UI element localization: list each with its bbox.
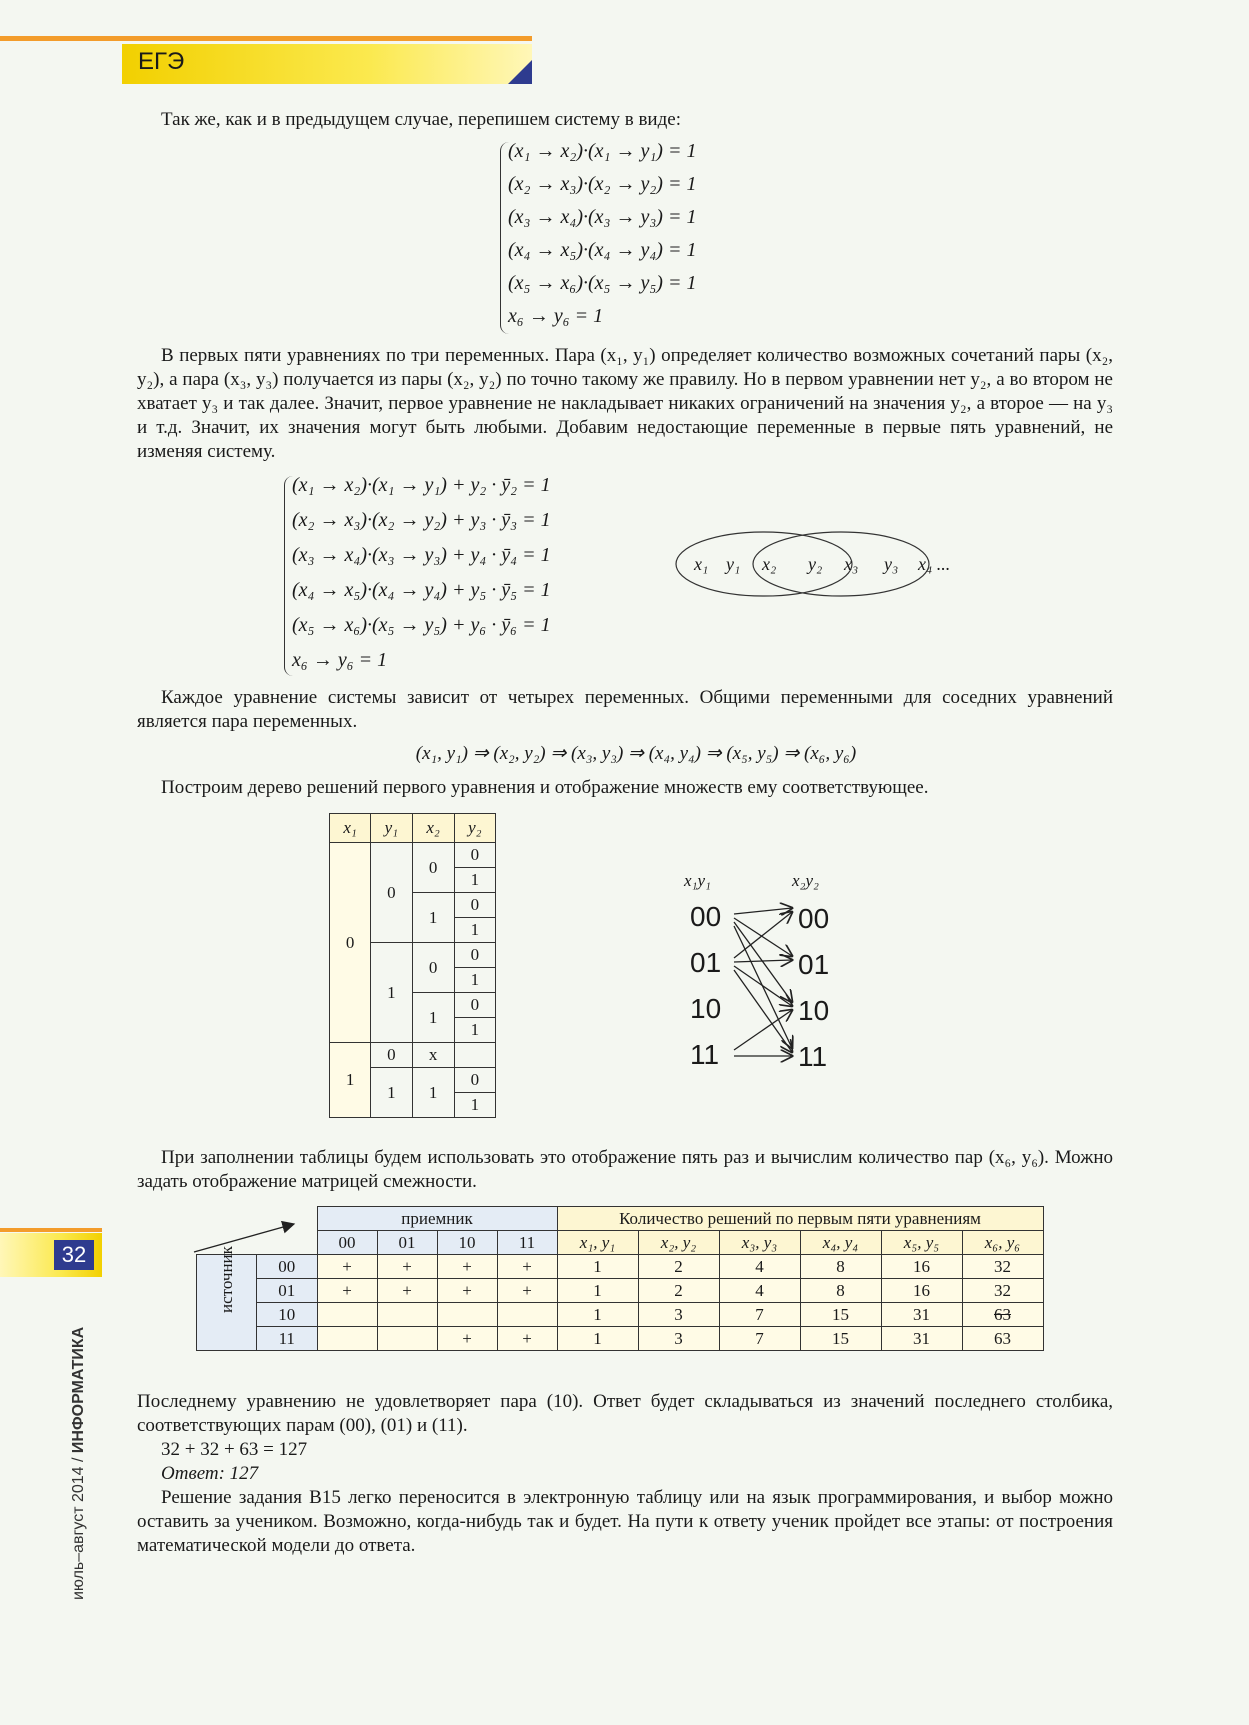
equation-row: (x₄ → x₅)·(x₄ → y₄) = 1 (508, 239, 697, 261)
count-cell-crossed: 63 (962, 1303, 1043, 1327)
tree-cell: 1 (412, 893, 454, 943)
answer-line: Ответ: 127 (161, 1463, 259, 1484)
tree-cell: 1 (454, 1093, 495, 1118)
venn-label: y₂ (808, 554, 823, 574)
count-cell: 15 (800, 1303, 881, 1327)
equation-row: (x₄ → x₅)·(x₄ → y₄) + y₅ · ȳ₅ = 1 (292, 579, 551, 601)
tree-cell: 0 (371, 843, 412, 943)
tree-cell: x (412, 1043, 454, 1068)
tree-cell: 0 (454, 993, 495, 1018)
paragraph-6-text: Решение задания B15 легко переносится в электронную таблицу или на язык программирования, и выбор можно оставить за учеником. Возможно, когда-нибудь так и будет. На пути к ответу ученик пройдет все этапы: от построения математической модели до ответа. (137, 1487, 1113, 1556)
receiver-header: приемник (317, 1207, 557, 1231)
paragraph-4 (137, 1146, 1113, 1194)
adj-mark (497, 1303, 557, 1327)
header-rule (0, 36, 532, 41)
venn-ellipse-right (753, 532, 929, 596)
tree-cell: 0 (412, 943, 454, 993)
mapping-target-node: 01 (798, 949, 830, 980)
tree-cell: 1 (454, 968, 495, 993)
source-row-label: 01 (257, 1279, 318, 1303)
count-cell: 1 (557, 1327, 638, 1351)
source-row-label: 11 (257, 1327, 318, 1351)
equation-system-1 (508, 140, 748, 336)
tree-cell: 1 (330, 1043, 371, 1118)
tree-header-text: x₂ (426, 818, 440, 837)
corner-cell (257, 1231, 318, 1255)
tree-header-text: x₁ (343, 818, 357, 837)
source-row-label: 00 (257, 1255, 318, 1279)
count-cell: 1 (557, 1255, 638, 1279)
mapping-target-node: 00 (798, 903, 830, 934)
mapping-target-node: 11 (798, 1041, 828, 1072)
issue-date: июль–август 2014 / (70, 1453, 87, 1600)
mapping-source-node: 11 (690, 1039, 720, 1070)
equation-row: (x₁ → x₂)·(x₁ → y₁) = 1 (508, 140, 697, 162)
adj-mark (437, 1303, 497, 1327)
adj-mark: + (497, 1255, 557, 1279)
adj-mark: + (497, 1327, 557, 1351)
tree-cell: 1 (454, 868, 495, 893)
adjacency-table (196, 1206, 1044, 1351)
count-cell: 4 (719, 1279, 800, 1303)
count-cell: 8 (800, 1279, 881, 1303)
count-cell: 15 (800, 1327, 881, 1351)
adj-mark (317, 1303, 377, 1327)
source-row-label: 10 (257, 1303, 318, 1327)
adj-mark: + (377, 1255, 437, 1279)
tree-cell: 0 (371, 1043, 412, 1068)
count-col: x₄, y₄ (800, 1231, 881, 1255)
equation-row: x₆ → y₆ = 1 (508, 305, 604, 327)
venn-label: y₁ (726, 554, 741, 574)
adj-mark: + (437, 1327, 497, 1351)
equation-row: (x₃ → x₄)·(x₃ → y₃) + y₄ · ȳ₄ = 1 (292, 544, 551, 566)
tree-cell: 1 (412, 993, 454, 1043)
receiver-col: 00 (317, 1231, 377, 1255)
equation-row: (x₂ → x₃)·(x₂ → y₂) = 1 (508, 173, 697, 195)
adj-mark: + (437, 1279, 497, 1303)
count-cell: 31 (881, 1303, 962, 1327)
equation-system-2 (292, 474, 612, 678)
mapping-arrow (734, 908, 792, 914)
paragraph-1-text: В первых пяти уравнениях по три переменных. Пара (x₁, y₁) определяет количество возможных сочетаний пары (x₂, y₂), а пара (x₃, y₃) получается из пары (x₂, y₂) по точно такому же правилу. Но в первом уравнении нет y₂, а во втором не хватает y₃ и так далее. Значит, первое уравнение не накладывает никаких ограничений на значения y₂, а второе — на y₃ и т.д. Значит, их значения могут быть любыми. Добавим недостающие переменные в первые пять уравнений, не изменяя систему. (137, 345, 1113, 462)
mapping-source-node: 10 (690, 993, 722, 1024)
count-cell: 32 (962, 1255, 1043, 1279)
count-cell: 63 (962, 1327, 1043, 1351)
count-cell: 16 (881, 1279, 962, 1303)
adj-mark: + (497, 1279, 557, 1303)
tree-cell: 0 (454, 893, 495, 918)
pair-chain: (x₁, y₁) ⇒ (x₂, y₂) ⇒ (x₃, y₃) ⇒ (x₄, y₄) ⇒ (x₅, y₅) ⇒ (x₆, y₆) (415, 743, 857, 764)
paragraph-5 (137, 1390, 1113, 1558)
mapping-left-label: x₁y₁ (684, 871, 711, 890)
tree-cell: 0 (330, 843, 371, 1043)
tree-cell: 0 (454, 843, 495, 868)
count-cell: 7 (719, 1327, 800, 1351)
side-rule (0, 1228, 102, 1232)
count-cell: 3 (638, 1327, 719, 1351)
adj-mark: + (317, 1279, 377, 1303)
source-label: источник (216, 1245, 236, 1313)
tree-header (330, 814, 371, 843)
count-col: x₂, y₂ (638, 1231, 719, 1255)
sum-line: 32 + 32 + 63 = 127 (161, 1439, 308, 1460)
count-cell: 2 (638, 1279, 719, 1303)
venn-label: x₄ ... (918, 554, 951, 574)
mapping-source-node: 00 (690, 901, 722, 932)
section-title: ЕГЭ (138, 48, 185, 75)
count-cell: 4 (719, 1255, 800, 1279)
count-cell: 1 (557, 1303, 638, 1327)
source-header (197, 1245, 257, 1351)
count-col: x₆, y₆ (962, 1231, 1043, 1255)
venn-label: x₂ (762, 554, 777, 574)
equation-row: x₆ → y₆ = 1 (292, 649, 388, 671)
paragraph-5-text: Последнему уравнению не удовлетворяет пара (10). Ответ будет складываться из значений последнего столбика, соответствующих парам (00), (01) и (11). (137, 1391, 1113, 1436)
count-header: Количество решений по первым пяти уравнениям (557, 1207, 1043, 1231)
mapping-source-node: 01 (690, 947, 722, 978)
tree-cell: 1 (454, 1018, 495, 1043)
adj-mark (377, 1303, 437, 1327)
tree-cell: 1 (371, 1068, 412, 1118)
paragraph-2-text: Каждое уравнение системы зависит от четырех переменных. Общими переменными для соседних уравнений является пара переменных. (137, 687, 1113, 732)
venn-label: x₁ (694, 554, 709, 574)
count-col: x₁, y₁ (557, 1231, 638, 1255)
count-cell: 16 (881, 1255, 962, 1279)
venn-label: x₃ (844, 554, 859, 574)
equation-row: (x₂ → x₃)·(x₂ → y₂) + y₃ · ȳ₃ = 1 (292, 509, 551, 531)
corner-cell (197, 1207, 257, 1231)
tree-cell: 0 (412, 843, 454, 893)
equation-row: (x₁ → x₂)·(x₁ → y₁) + y₂ · ȳ₂ = 1 (292, 474, 551, 496)
mapping-arrow (734, 970, 792, 1052)
mapping-arrow (734, 966, 792, 1006)
count-cell: 8 (800, 1255, 881, 1279)
tree-cell: 0 (454, 1068, 495, 1093)
journal-issue (70, 1327, 88, 1600)
count-cell: 1 (557, 1279, 638, 1303)
tree-header (371, 814, 412, 843)
adj-mark: + (317, 1255, 377, 1279)
paragraph-3-text: Построим дерево решений первого уравнения и отображение множеств ему соответствующее. (161, 777, 929, 798)
intro-line: Так же, как и в предыдущем случае, перепишем систему в виде: (161, 109, 681, 130)
journal-name: ИНФОРМАТИКА (70, 1326, 87, 1454)
paragraph-4-text: При заполнении таблицы будем использовать это отображение пять раз и вычислим количество пар (x₆, y₆). Можно задать отображение матрицей смежности. (137, 1147, 1113, 1192)
mapping-diagram (680, 868, 860, 1078)
equation-row: (x₅ → x₆)·(x₅ → y₅) = 1 (508, 272, 697, 294)
receiver-col: 11 (497, 1231, 557, 1255)
adj-mark (377, 1327, 437, 1351)
count-col: x₃, y₃ (719, 1231, 800, 1255)
adj-mark: + (437, 1255, 497, 1279)
mapping-target-node: 10 (798, 995, 830, 1026)
tree-header-text: y₁ (384, 818, 399, 837)
tree-header (412, 814, 454, 843)
corner-cell (257, 1207, 318, 1231)
paragraph-3 (137, 776, 1113, 800)
mapping-right-label: x₂y₂ (792, 871, 819, 890)
tree-header-text: y₂ (468, 818, 482, 837)
receiver-col: 01 (377, 1231, 437, 1255)
count-cell: 2 (638, 1255, 719, 1279)
receiver-col: 10 (437, 1231, 497, 1255)
adj-mark (317, 1327, 377, 1351)
equation-row: (x₅ → x₆)·(x₅ → y₅) + y₆ · ȳ₆ = 1 (292, 614, 551, 636)
count-cell: 3 (638, 1303, 719, 1327)
system-brace (284, 476, 293, 676)
tree-cell: 1 (412, 1068, 454, 1118)
intro-text (137, 108, 1117, 132)
count-cell: 31 (881, 1327, 962, 1351)
tree-cell: 1 (454, 918, 495, 943)
venn-diagram (674, 528, 974, 598)
paragraph-2 (137, 686, 1113, 734)
equation-row: (x₃ → x₄)·(x₃ → y₃) = 1 (508, 206, 697, 228)
tree-header (454, 814, 495, 843)
decision-tree-table (329, 813, 496, 1118)
paragraph-1 (137, 344, 1113, 464)
page-number: 32 (54, 1240, 94, 1270)
header-triangle-icon (508, 60, 532, 84)
adj-mark: + (377, 1279, 437, 1303)
count-cell: 7 (719, 1303, 800, 1327)
count-cell: 32 (962, 1279, 1043, 1303)
count-col: x₅, y₅ (881, 1231, 962, 1255)
venn-label: y₃ (884, 554, 899, 574)
tree-cell (454, 1043, 495, 1068)
tree-cell: 0 (454, 943, 495, 968)
tree-cell: 1 (371, 943, 412, 1043)
